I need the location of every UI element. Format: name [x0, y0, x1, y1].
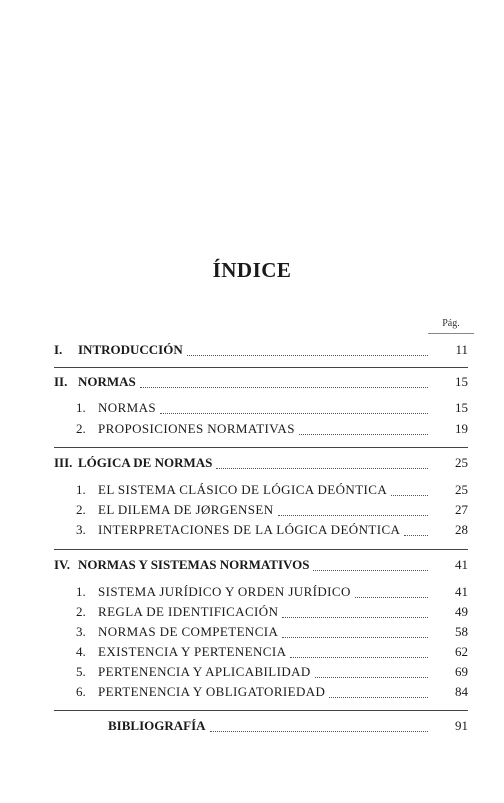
section-divider	[54, 710, 468, 711]
toc-entry-page: 49	[455, 604, 468, 619]
toc-entry-page: 41	[455, 557, 468, 572]
toc-entry-page: 62	[455, 644, 468, 659]
toc-subentry[interactable]	[0, 522, 504, 540]
toc-subentry[interactable]	[0, 664, 504, 682]
toc-entry-number: IV.	[54, 557, 71, 572]
toc-entry-label: EXISTENCIA Y PERTENENCIA	[98, 644, 287, 659]
toc-entry-normas[interactable]	[0, 374, 504, 392]
toc-entry-number: I.	[54, 342, 63, 357]
dot-leader	[282, 636, 428, 638]
toc-entry-label: PROPOSICIONES NORMATIVAS	[98, 421, 295, 436]
toc-entry-number: 3.	[76, 522, 86, 537]
toc-entry-number: 6.	[76, 684, 86, 699]
toc-subentry[interactable]	[0, 644, 504, 662]
dot-leader	[278, 514, 428, 516]
toc-entry-label: INTRODUCCIÓN	[78, 342, 183, 357]
toc-entry-label: NORMAS Y SISTEMAS NORMATIVOS	[78, 557, 310, 572]
dot-leader	[140, 386, 428, 388]
toc-subentry[interactable]	[0, 604, 504, 622]
toc-entry-page: 28	[455, 522, 468, 537]
toc-entry-introduccion[interactable]	[0, 342, 504, 360]
toc-entry-label: NORMAS	[78, 374, 136, 389]
dot-leader	[160, 412, 428, 414]
toc-entry-number: 1.	[76, 584, 86, 599]
toc-entry-page: 25	[455, 482, 468, 497]
section-divider	[54, 549, 468, 550]
toc-entry-label: PERTENENCIA Y APLICABILIDAD	[98, 664, 311, 679]
page-title: ÍNDICE	[212, 258, 292, 282]
toc-entry-page: 58	[455, 624, 468, 639]
dot-leader	[329, 696, 428, 698]
dot-leader	[313, 569, 428, 571]
dot-leader	[216, 467, 428, 469]
page-column-label: Pág.	[442, 318, 460, 329]
toc-entry-label: PERTENENCIA Y OBLIGATORIEDAD	[98, 684, 326, 699]
toc-subentry[interactable]	[0, 624, 504, 642]
toc-subentry[interactable]	[0, 482, 504, 500]
dot-leader	[299, 433, 428, 435]
dot-leader	[391, 494, 428, 496]
toc-entry-number: II.	[54, 374, 68, 389]
toc-entry-page: 15	[455, 400, 468, 415]
toc-entry-number: 2.	[76, 604, 86, 619]
toc-subentry[interactable]	[0, 421, 504, 439]
section-divider	[54, 367, 468, 368]
dot-leader	[210, 730, 428, 732]
toc-entry-label: BIBLIOGRAFÍA	[108, 718, 206, 733]
toc-entry-number: 5.	[76, 664, 86, 679]
toc-entry-label: NORMAS DE COMPETENCIA	[98, 624, 279, 639]
dot-leader	[187, 354, 428, 356]
toc-subentry[interactable]	[0, 400, 504, 418]
toc-entry-number: 2.	[76, 421, 86, 436]
toc-entry-number: III.	[54, 455, 73, 470]
toc-entry-label: SISTEMA JURÍDICO Y ORDEN JURÍDICO	[98, 584, 351, 599]
toc-entry-number: 1.	[76, 400, 86, 415]
toc-subentry[interactable]	[0, 502, 504, 520]
toc-entry-label: EL DILEMA DE JØRGENSEN	[98, 502, 274, 517]
dot-leader	[355, 596, 428, 598]
page-column-rule	[428, 333, 474, 334]
toc-entry-label: REGLA DE IDENTIFICACIÓN	[98, 604, 279, 619]
toc-entry-page: 27	[455, 502, 468, 517]
toc-entry-label: EL SISTEMA CLÁSICO DE LÓGICA DEÓNTICA	[98, 482, 388, 497]
toc-entry-label: INTERPRETACIONES DE LA LÓGICA DEÓNTICA	[98, 522, 401, 537]
dot-leader	[282, 616, 428, 618]
toc-entry-page: 15	[455, 374, 468, 389]
toc-entry-normas-y-sistemas[interactable]	[0, 557, 504, 575]
toc-entry-page: 11	[455, 342, 468, 357]
dot-leader	[290, 656, 428, 658]
toc-entry-page: 19	[455, 421, 468, 436]
toc-entry-number: 3.	[76, 624, 86, 639]
toc-entry-page: 84	[455, 684, 468, 699]
section-divider	[54, 447, 468, 448]
dot-leader	[315, 676, 428, 678]
dot-leader	[404, 534, 428, 536]
toc-entry-label: LÓGICA DE NORMAS	[78, 455, 213, 470]
toc-entry-page: 91	[455, 718, 468, 733]
toc-entry-logica-de-normas[interactable]	[0, 455, 504, 473]
toc-subentry[interactable]	[0, 584, 504, 602]
toc-entry-number: 2.	[76, 502, 86, 517]
toc-subentry[interactable]	[0, 684, 504, 702]
toc-entry-bibliografia[interactable]	[0, 718, 504, 736]
toc-entry-number: 4.	[76, 644, 86, 659]
toc-entry-label: NORMAS	[98, 400, 157, 415]
toc-entry-page: 41	[455, 584, 468, 599]
toc-entry-number: 1.	[76, 482, 86, 497]
toc-entry-page: 25	[455, 455, 468, 470]
toc-entry-page: 69	[455, 664, 468, 679]
